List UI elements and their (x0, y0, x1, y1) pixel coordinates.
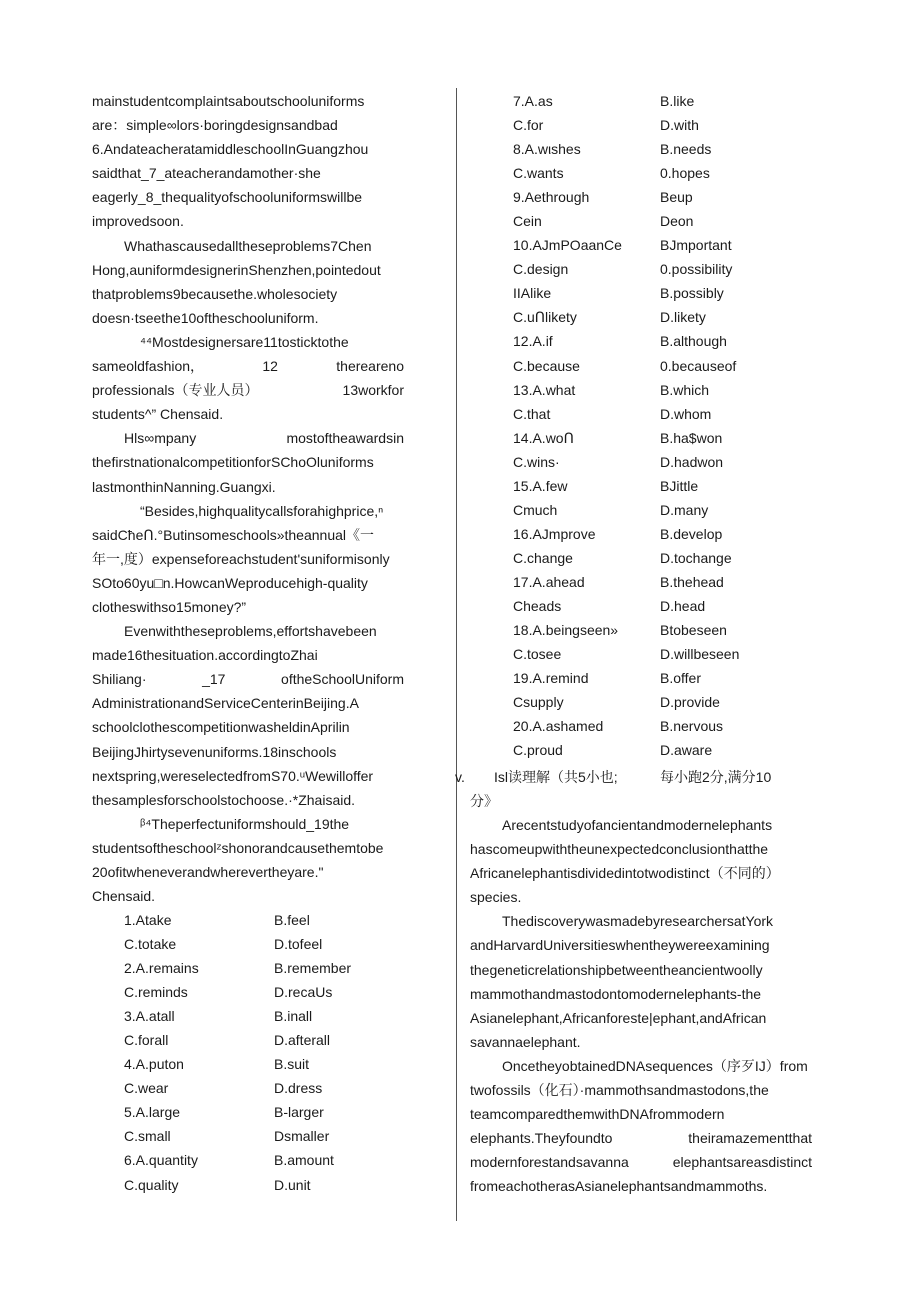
text-line: Arecentstudyofancientandmodernelephants (502, 817, 773, 833)
option-row (513, 618, 813, 642)
text-line: clotheswithso15money?” (92, 598, 247, 615)
option-choice: 12.A.if (513, 333, 553, 350)
text-segment: modernforestandsavanna (470, 1154, 629, 1171)
option-choice: Beup (660, 189, 693, 206)
text-line: species. (470, 889, 522, 906)
text-line: studentsoftheschoolᶻshonorandcausethemtobe (92, 839, 384, 856)
option-choice: D.dress (274, 1080, 323, 1097)
option-choice: B.amount (274, 1152, 334, 1169)
option-choice: D.afterall (274, 1032, 331, 1049)
option-row (513, 161, 813, 185)
option-row (513, 378, 813, 402)
option-row (124, 1148, 404, 1172)
option-choice: D.likety (660, 309, 706, 326)
option-choice: B.develop (660, 525, 723, 542)
text-line: ᵝ⁴Theperfectuniformshould_19the (140, 815, 350, 832)
option-choice: C.change (513, 549, 573, 566)
text-line (92, 426, 404, 450)
cloze-options-7-20 (513, 89, 813, 762)
text-line: Chensaid. (92, 888, 156, 905)
option-choice: D.tochange (660, 549, 732, 566)
option-choice: B-larger (274, 1104, 324, 1121)
option-row (513, 642, 813, 666)
option-row (124, 980, 404, 1004)
option-choice: C.wear (124, 1080, 169, 1097)
option-row (513, 498, 813, 522)
text-segment: sameoldfashion， (92, 358, 205, 375)
text-line: thegeneticrelationshipbetweentheancientwoolly (470, 961, 763, 978)
column-divider (456, 88, 457, 1221)
text-segment: theiramazementthat (688, 1130, 812, 1147)
option-choice: BJmportant (660, 237, 732, 254)
text-line (470, 1126, 812, 1150)
text-line: ThediscoverywasmadebyresearchersatYork (502, 913, 774, 930)
option-choice: 16.AJmprove (513, 525, 596, 542)
option-row (124, 932, 404, 956)
option-row (513, 209, 813, 233)
option-row (513, 450, 813, 474)
text-line: schoolclothescompetitionwasheldinAprilin (92, 719, 350, 736)
option-choice: B.offer (660, 670, 701, 687)
option-row (513, 305, 813, 329)
text-line: eagerly_8_thequalityofschooluniformswillbe (92, 189, 363, 206)
option-choice: D.whom (660, 405, 712, 422)
text-line (470, 1150, 812, 1174)
option-choice: 0.possibility (660, 261, 733, 278)
text-line: saidCħeՈ.°Butinsomeschools»theannual《一 (92, 526, 375, 543)
option-choice: 13.A.what (513, 381, 576, 398)
option-choice: B.needs (660, 141, 712, 158)
option-row (513, 257, 813, 281)
option-row (513, 281, 813, 305)
option-row (124, 908, 404, 932)
option-choice: D.recaUs (274, 984, 333, 1001)
section-title: Isl读理解（共5小也; (494, 769, 618, 785)
option-row (513, 329, 813, 353)
option-choice: D.unit (274, 1176, 311, 1193)
text-line: students^” Chensaid. (92, 406, 224, 423)
option-choice: C.for (513, 117, 544, 134)
option-row (513, 666, 813, 690)
option-row (124, 1173, 404, 1197)
text-line: savannaelephant. (470, 1033, 581, 1050)
text-line: fromeachotherasAsianelephantsandmammoths. (470, 1178, 768, 1195)
option-choice: 3.A.atall (124, 1008, 175, 1025)
option-choice: C.forall (124, 1032, 169, 1049)
option-choice: C.uՈlikety (513, 309, 577, 326)
text-line: “Besides,highqualitycallsforahighprice,ⁿ (140, 502, 384, 519)
option-choice: Deon (660, 213, 694, 230)
option-choice: B.feel (274, 912, 310, 928)
option-choice: Csupply (513, 694, 564, 711)
option-choice: B.thehead (660, 573, 724, 590)
text-line: thefirstnationalcompetitionforSChoOluniforms (92, 454, 374, 471)
text-segment: oftheSchoolUniform (281, 671, 404, 688)
option-choice: B.like (660, 93, 695, 109)
option-choice: Cheads (513, 597, 562, 614)
option-row (124, 1052, 404, 1076)
option-row (513, 714, 813, 738)
text-line: mainstudentcomplaintsaboutschooluniforms (92, 93, 365, 109)
option-choice: B.although (660, 333, 727, 350)
text-line: SOto60yu□n.HowcanWeproducehigh-quality (92, 574, 368, 591)
option-choice: B.inall (274, 1008, 313, 1025)
cloze-passage (92, 89, 404, 908)
option-choice: Dsmaller (274, 1128, 330, 1145)
section-scoring-end: 分》 (470, 793, 498, 809)
option-choice: 20.A.ashamed (513, 718, 604, 735)
text-segment: mostoftheawardsin (286, 430, 404, 447)
option-choice: D.many (660, 501, 709, 518)
option-choice: Btobeseen (660, 622, 727, 639)
reading-passage (470, 813, 812, 1199)
option-choice: 10.AJmPOaanCe (513, 237, 622, 254)
option-choice: C.design (513, 261, 569, 278)
text-line: ⁴⁴Mostdesignersare11tosticktothe (140, 333, 349, 350)
option-choice: 19.A.remind (513, 670, 589, 687)
text-line (92, 378, 404, 402)
option-choice: 9.Aethrough (513, 189, 590, 206)
option-choice: 0.becauseof (660, 357, 737, 374)
option-choice: C.reminds (124, 984, 188, 1001)
option-choice: 0.hopes (660, 165, 710, 182)
text-line: BeijingJhirtysevenuniforms.18inschools (92, 743, 337, 760)
option-choice: 1.Atake (124, 912, 172, 928)
option-choice: C.that (513, 405, 551, 422)
option-choice: C.because (513, 357, 580, 374)
option-choice: D.willbeseen (660, 646, 740, 663)
text-line (92, 667, 404, 691)
text-line: 6.AndateacheratamiddleschoolInGuangzhou (92, 141, 369, 158)
option-row (124, 1028, 404, 1052)
text-line: Hong,auniformdesignerinShenzhen,pointedout (92, 261, 381, 278)
text-line: 20ofitwheneverandwherevertheyare." (92, 864, 324, 880)
option-choice: B.ha$won (660, 429, 723, 446)
option-choice: D.aware (660, 742, 713, 759)
option-choice: C.tosee (513, 646, 562, 663)
option-choice: IIAlike (513, 285, 552, 302)
option-row (124, 1004, 404, 1028)
option-row (513, 474, 813, 498)
text-line: Evenwiththeseproblems,effortshavebeen (124, 623, 377, 640)
text-line: mammothandmastodontomodernelephants-the (470, 985, 762, 1002)
text-segment: 13workfor (342, 382, 404, 399)
option-choice: D.with (660, 117, 699, 134)
text-line: thesamplesforschoolstochoose.·*Zhaisaid. (92, 791, 356, 808)
text-line: made16thesituation.accordingtoZhai (92, 647, 318, 664)
text-line: AdministrationandServiceCenterinBeijing.A (92, 695, 359, 712)
option-row (513, 137, 813, 161)
option-choice: C.small (124, 1128, 171, 1145)
option-choice: 8.A.wιshes (513, 141, 581, 158)
text-line: Asianelephant,Africanforeste|ephant,andAfrican (470, 1009, 767, 1026)
section-scoring: 每小跑2分,满分10 (660, 769, 772, 785)
option-choice: C.totake (124, 936, 177, 953)
option-choice: B.remember (274, 960, 352, 977)
text-segment: Hls∞mpany (124, 430, 197, 447)
option-choice: D.tofeel (274, 936, 323, 953)
option-choice: 6.A.quantity (124, 1152, 198, 1169)
option-row (513, 690, 813, 714)
text-line: Whathascausedalltheseproblems7Chen (124, 237, 372, 254)
option-choice: 14.A.woՈ (513, 429, 574, 446)
option-choice: B.suit (274, 1056, 310, 1073)
option-choice: D.provide (660, 694, 720, 711)
text-line: twofossils（化石）·mammothsandmastodons,the (470, 1082, 769, 1099)
text-line: are：simple∞lors·boringdesignsandbad (92, 117, 338, 134)
option-row (513, 354, 813, 378)
option-row (513, 738, 813, 762)
option-choice: 18.A.beingseen» (513, 622, 619, 639)
option-choice: C.quality (124, 1176, 179, 1193)
option-row (513, 89, 813, 113)
option-row (513, 570, 813, 594)
text-line (92, 354, 404, 378)
option-choice: 5.A.large (124, 1104, 181, 1121)
option-choice: 15.A.few (513, 477, 568, 494)
option-row (124, 1100, 404, 1124)
option-row (513, 402, 813, 426)
option-choice: Cmuch (513, 501, 558, 518)
option-choice: B.which (660, 381, 710, 398)
text-segment: elephantsareasdistinct (672, 1154, 812, 1171)
option-row (124, 1076, 404, 1100)
text-segment: _17 (202, 671, 226, 688)
cloze-options-1-6 (124, 908, 404, 1197)
text-line: saidthat_7_ateacherandamother·she (92, 165, 321, 182)
text-line: OncetheyobtainedDNAsequences（序歹IJ）from (502, 1057, 808, 1074)
text-line: Africanelephantisdividedintotwodistinct（不同的） (470, 865, 780, 882)
text-line: lastmonthinNanning.Guangxi. (92, 478, 276, 495)
text-line: 年一,度）expenseforeachstudent'suniformisonly (92, 550, 390, 567)
option-row (513, 233, 813, 257)
option-choice: 4.A.puton (124, 1056, 184, 1073)
text-segment: 12 (262, 358, 278, 375)
option-row (513, 113, 813, 137)
option-row (513, 522, 813, 546)
option-choice: C.proud (513, 742, 563, 759)
option-row (124, 1124, 404, 1148)
option-choice: 2.A.remains (124, 960, 199, 977)
option-choice: BJittle (660, 477, 699, 494)
option-row (124, 956, 404, 980)
option-choice: C.wants (513, 165, 564, 182)
option-row (513, 426, 813, 450)
option-choice: 17.A.ahead (513, 573, 585, 590)
text-line: thatproblems9becausethe.wholesociety (92, 285, 338, 302)
option-choice: B.nervous (660, 718, 724, 735)
option-row (513, 594, 813, 618)
text-line: andHarvardUniversitieswhentheywereexamining (470, 937, 770, 954)
text-segment: professionals（专业人员） (92, 382, 259, 399)
text-line: improvedsoon. (92, 213, 184, 230)
option-choice: C.wins· (513, 453, 560, 470)
text-line: teamcomparedthemwithDNAfrommodern (470, 1106, 725, 1123)
option-choice: Cein (513, 213, 542, 230)
option-choice: D.hadwon (660, 453, 724, 470)
option-choice: 7.A.as (513, 93, 553, 109)
option-row (513, 185, 813, 209)
option-row (513, 546, 813, 570)
text-line: doesn·tseethe10oftheschooluniform. (92, 309, 319, 326)
text-segment: Shiliang· (92, 671, 147, 688)
text-segment: elephants.Theyfoundto (470, 1130, 613, 1147)
text-segment: thereareno (336, 358, 404, 375)
option-choice: D.head (660, 597, 706, 614)
option-choice: B.possibly (660, 285, 724, 302)
section-number: v. (455, 769, 465, 785)
text-line: nextspring,wereselectedfromS70.ᵘWewilloffer (92, 767, 374, 784)
text-line: hascomeupwiththeunexpectedconclusionthatthe (470, 841, 769, 858)
